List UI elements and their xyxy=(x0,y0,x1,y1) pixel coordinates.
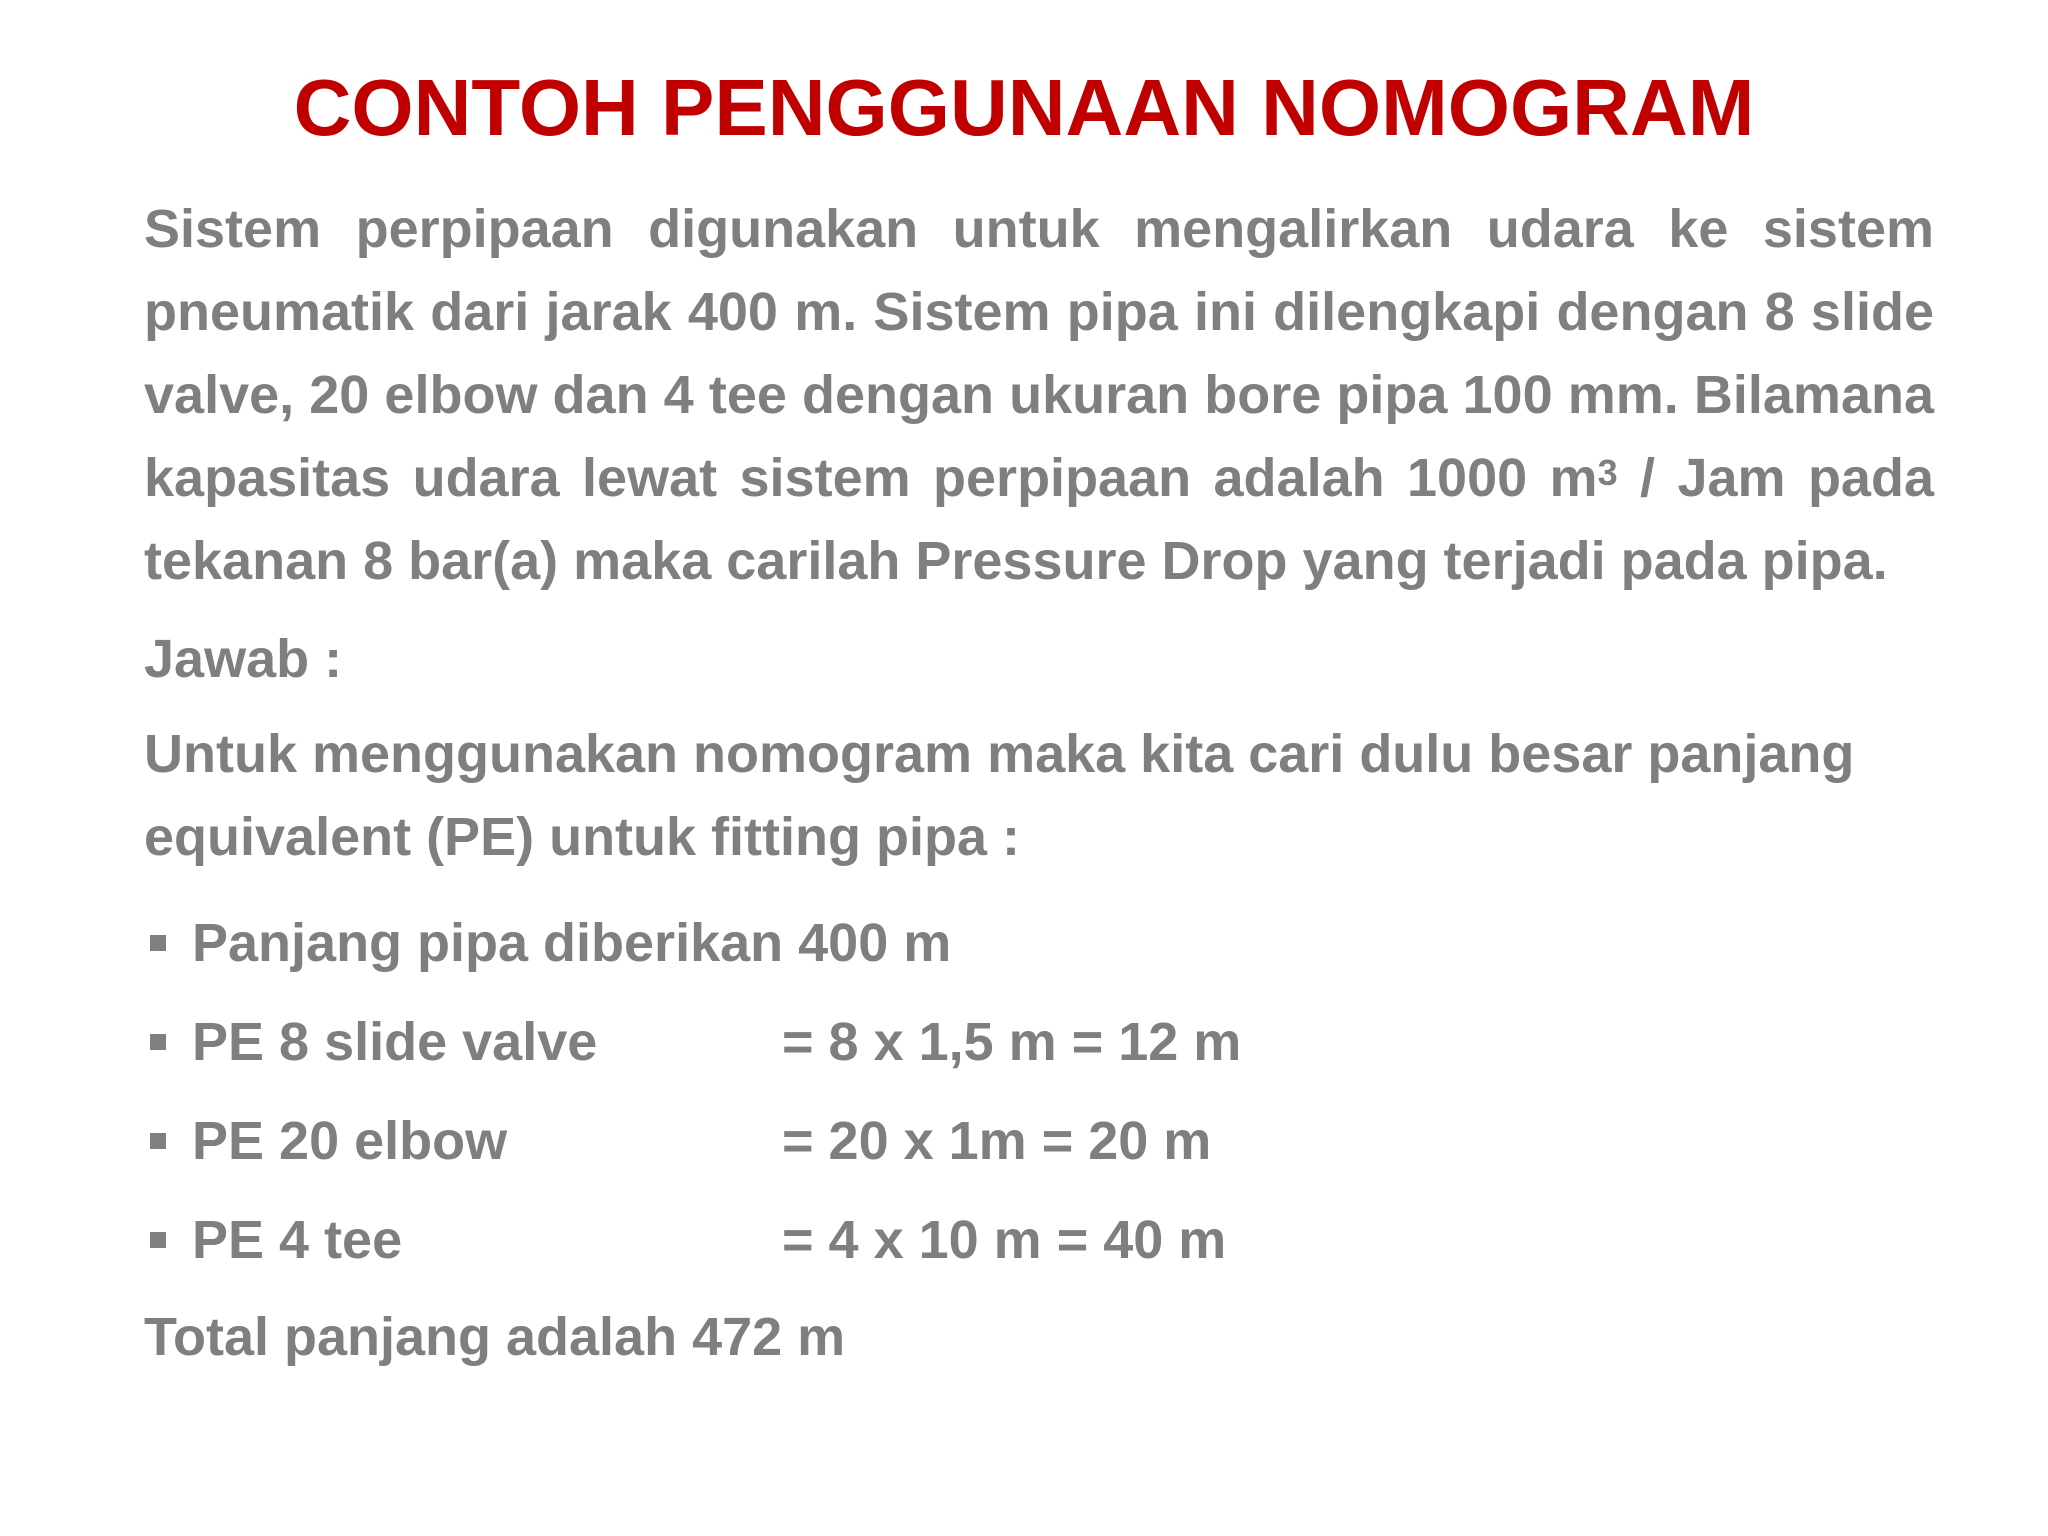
fitting-item-slide-valve xyxy=(144,992,1934,1091)
fitting-item-calc: = 8 x 1,5 m = 12 m xyxy=(782,1011,1242,1072)
answer-intro: Untuk menggunakan nomogram maka kita cari dulu besar panjang equivalent (PE) untuk fitting pipa : xyxy=(144,724,1855,867)
square-bullet-icon xyxy=(150,1133,166,1149)
square-bullet-icon xyxy=(150,1034,166,1050)
fitting-list xyxy=(144,893,1934,1289)
total-length: Total panjang adalah 472 m xyxy=(144,1307,846,1367)
square-bullet-icon xyxy=(150,1232,166,1248)
fitting-item-label: PE 4 tee xyxy=(192,1209,403,1270)
fitting-item-tee xyxy=(144,1190,1934,1289)
slide-title: CONTOH PENGGUNAAN NOMOGRAM xyxy=(293,63,1755,152)
square-bullet-icon xyxy=(150,935,166,951)
fitting-item-label: PE 20 elbow xyxy=(192,1110,508,1171)
superscript-cubic: 3 xyxy=(1597,452,1618,493)
fitting-item-elbow xyxy=(144,1091,1934,1190)
slide-content xyxy=(144,188,1934,1385)
answer-label: Jawab : xyxy=(144,629,343,689)
problem-text-part-1: Sistem perpipaan digunakan untuk mengalirkan udara ke sistem pneumatik dari jarak 400 m. Sistem pipa ini dilengkapi dengan 8 slide valve, 20 elbow dan 4 tee dengan ukuran bore pipa 100 mm. Bilamana kapasitas udara lewat sistem perpipaan adalah 1000 m xyxy=(144,199,1934,508)
fitting-item-calc: = 20 x 1m = 20 m xyxy=(782,1110,1212,1171)
fitting-item-calc: = 4 x 10 m = 40 m xyxy=(782,1209,1227,1270)
problem-statement xyxy=(144,188,1934,603)
fitting-item-pipe-length xyxy=(144,893,1934,992)
problem-text-part-2: / Jam pada tekanan 8 bar(a) maka carilah Pressure Drop yang terjadi pada pipa. xyxy=(144,448,1934,591)
fitting-item-label: Panjang pipa diberikan 400 m xyxy=(192,912,952,973)
fitting-item-label: PE 8 slide valve xyxy=(192,1011,598,1072)
